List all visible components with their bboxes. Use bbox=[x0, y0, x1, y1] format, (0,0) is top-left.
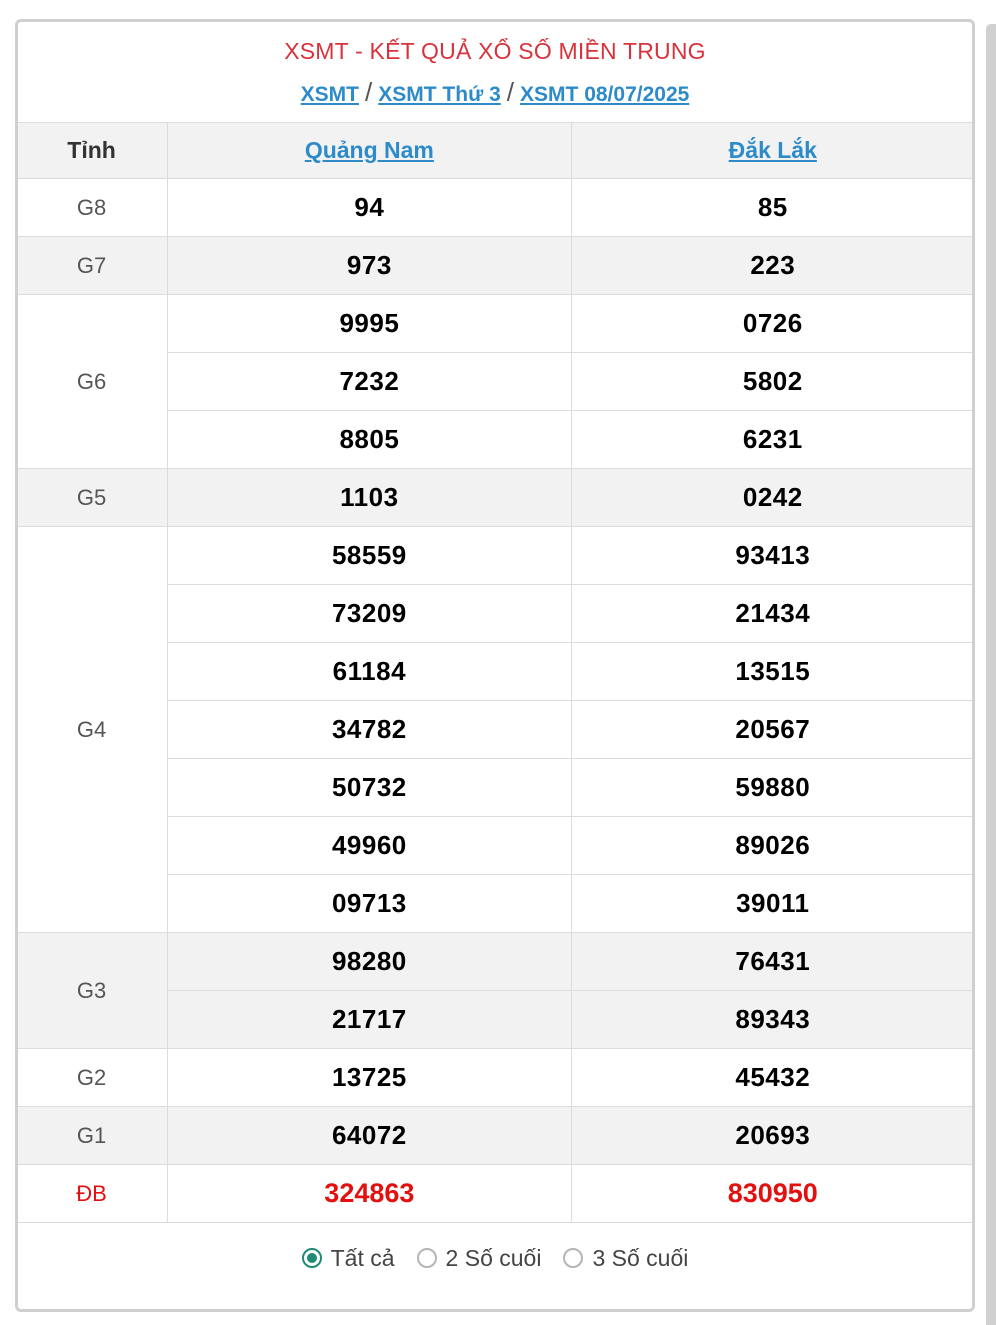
province-column-label: Tỉnh bbox=[16, 123, 168, 179]
page-scrollbar[interactable] bbox=[986, 24, 996, 1325]
radio-icon[interactable] bbox=[563, 1248, 583, 1268]
prize-number: 13725 bbox=[168, 1049, 571, 1107]
prize-row-special bbox=[16, 1165, 975, 1223]
results-card bbox=[15, 19, 975, 1312]
prize-number: 93413 bbox=[571, 527, 974, 585]
prize-number: 0726 bbox=[571, 295, 974, 353]
prize-number: 59880 bbox=[571, 759, 974, 817]
province-dak-lak bbox=[571, 123, 974, 179]
prize-number: 0242 bbox=[571, 469, 974, 527]
prize-number: 73209 bbox=[168, 585, 571, 643]
prize-number: 50732 bbox=[168, 759, 571, 817]
prize-number: 39011 bbox=[571, 875, 974, 933]
prize-row-g4 bbox=[16, 527, 975, 585]
breadcrumb-xsmt[interactable]: XSMT bbox=[300, 83, 360, 106]
prize-number: 9995 bbox=[168, 295, 571, 353]
prize-number: 09713 bbox=[168, 875, 571, 933]
prize-number: 20567 bbox=[571, 701, 974, 759]
prize-label: G2 bbox=[16, 1049, 168, 1107]
prize-number: 89026 bbox=[571, 817, 974, 875]
table-header-row bbox=[16, 123, 975, 179]
prize-number: 973 bbox=[168, 237, 571, 295]
filter-option-label: Tất cả bbox=[330, 1244, 395, 1271]
prize-number: 21434 bbox=[571, 585, 974, 643]
prize-number: 21717 bbox=[168, 991, 571, 1049]
prize-number: 85 bbox=[571, 179, 974, 237]
prize-number: 98280 bbox=[168, 933, 571, 991]
prize-row-g1 bbox=[16, 1107, 975, 1165]
results-table bbox=[15, 122, 975, 1223]
breadcrumb-xsmt-weekday[interactable]: XSMT Thứ 3 bbox=[378, 83, 501, 106]
radio-selected-icon[interactable] bbox=[302, 1248, 322, 1268]
province-link-dak-lak[interactable]: Đắk Lắk bbox=[728, 137, 817, 163]
prize-number: 45432 bbox=[571, 1049, 974, 1107]
prize-label: G1 bbox=[16, 1107, 168, 1165]
digit-filter bbox=[18, 1223, 972, 1293]
prize-number: 20693 bbox=[571, 1107, 974, 1165]
filter-option-last-3[interactable] bbox=[563, 1245, 688, 1272]
special-prize-number: 324863 bbox=[168, 1165, 571, 1223]
filter-option-label: 3 Số cuối bbox=[592, 1244, 689, 1271]
prize-number: 223 bbox=[571, 237, 974, 295]
prize-number: 64072 bbox=[168, 1107, 571, 1165]
prize-number: 61184 bbox=[168, 643, 571, 701]
prize-row-g3 bbox=[16, 933, 975, 991]
breadcrumb-separator: / bbox=[365, 77, 373, 107]
prize-label: G3 bbox=[16, 933, 168, 1049]
prize-row-g5 bbox=[16, 469, 975, 527]
prize-number: 58559 bbox=[168, 527, 571, 585]
filter-option-label: 2 Số cuối bbox=[445, 1244, 542, 1271]
prize-row-g6 bbox=[16, 295, 975, 353]
prize-row-g8 bbox=[16, 179, 975, 237]
province-quang-nam bbox=[168, 123, 571, 179]
prize-label: G8 bbox=[16, 179, 168, 237]
breadcrumb-separator: / bbox=[506, 77, 515, 107]
prize-number: 7232 bbox=[168, 353, 571, 411]
prize-number: 34782 bbox=[168, 701, 571, 759]
prize-label: G4 bbox=[16, 527, 168, 933]
prize-number: 76431 bbox=[571, 933, 974, 991]
prize-number: 13515 bbox=[571, 643, 974, 701]
prize-label: G6 bbox=[16, 295, 168, 469]
prize-number: 5802 bbox=[571, 353, 974, 411]
breadcrumb-xsmt-date[interactable]: XSMT 08/07/2025 bbox=[520, 83, 690, 106]
prize-number: 94 bbox=[168, 179, 571, 237]
filter-option-last-2[interactable] bbox=[417, 1245, 542, 1272]
radio-icon[interactable] bbox=[417, 1248, 437, 1268]
prize-row-g2 bbox=[16, 1049, 975, 1107]
prize-label: G7 bbox=[16, 237, 168, 295]
filter-option-all[interactable] bbox=[302, 1245, 395, 1272]
prize-number: 89343 bbox=[571, 991, 974, 1049]
prize-number: 6231 bbox=[571, 411, 974, 469]
results-header bbox=[18, 22, 972, 122]
prize-number: 1103 bbox=[168, 469, 571, 527]
prize-number: 49960 bbox=[168, 817, 571, 875]
prize-label: G5 bbox=[16, 469, 168, 527]
prize-row-g7 bbox=[16, 237, 975, 295]
prize-number: 8805 bbox=[168, 411, 571, 469]
province-link-quang-nam[interactable]: Quảng Nam bbox=[304, 137, 434, 163]
special-prize-label: ĐB bbox=[16, 1165, 168, 1223]
page-title: XSMT - KẾT QUẢ XỔ SỐ MIỀN TRUNG bbox=[284, 38, 706, 64]
breadcrumb bbox=[18, 77, 972, 108]
special-prize-number: 830950 bbox=[571, 1165, 974, 1223]
